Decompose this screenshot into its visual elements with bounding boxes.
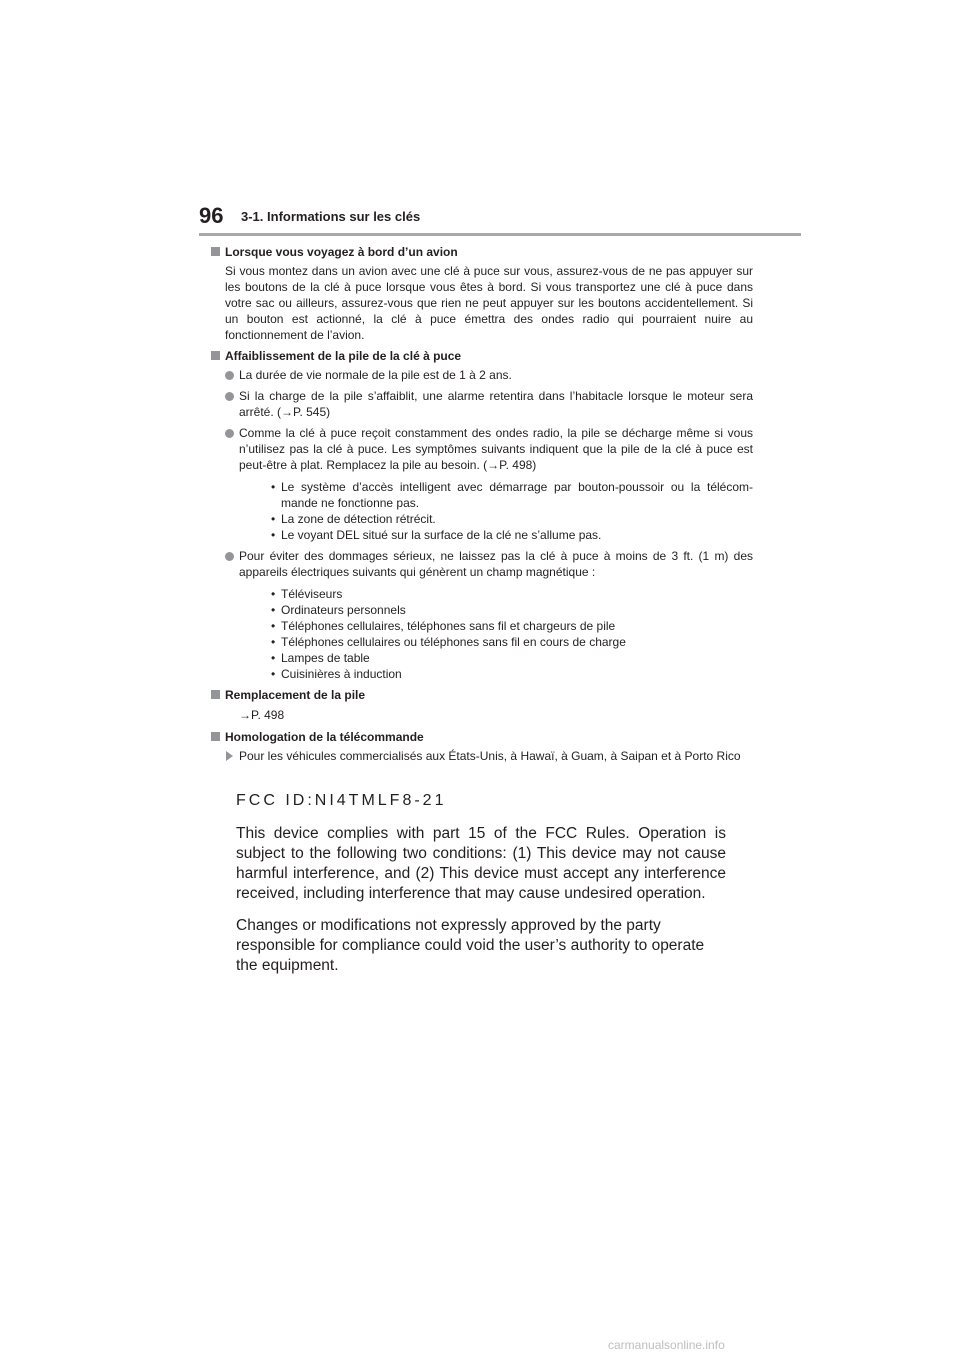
fcc-notice (236, 792, 726, 976)
footer-watermark: carmanualsonline.info (608, 1338, 725, 1352)
bullet-item (211, 425, 753, 543)
circle-bullet-icon (225, 429, 234, 438)
sub-list (239, 586, 753, 682)
sub-item (239, 511, 753, 527)
triangle-bullet-icon (226, 751, 233, 761)
heading-avion (211, 244, 753, 260)
bullet-item (211, 367, 753, 383)
sub-item-text: Le voyant DEL situé sur la surface de la clé ne s’allume pas. (281, 528, 602, 542)
page-content (211, 244, 753, 764)
fcc-paragraph-2: Changes or modifications not expressly approved by the party responsible for compliance could void the user’s authority to operate the equipment. (236, 917, 705, 974)
bullet-item (211, 548, 753, 682)
fcc-paragraph-1: This device complies with part 15 of the FCC Rules. Operation is subject to the following two conditions: (1) This device may not cause harmful interference, and (2) This device must accept any interference received, including interference that may cause undesired operation. (236, 825, 726, 902)
heading-text: Affaiblissement de la pile de la clé à puce (225, 349, 462, 363)
square-bullet-icon (211, 732, 220, 741)
bullet-item (211, 388, 753, 420)
sub-list (239, 479, 753, 543)
bullet-text: Comme la clé à puce reçoit constamment des ondes radio, la pile se décharge même si vous n’utilisez pas la clé à puce. Les symptômes suivants indiquent que la pile de la clé à puce est peut-être à plat. Remplacez la pile au besoin. (→P. 498) (239, 426, 753, 472)
dot-marker-icon: • (271, 635, 276, 649)
sub-item-text: Cuisinières à induction (281, 667, 402, 681)
dot-marker-icon: • (271, 512, 276, 526)
sub-item-text: Téléphones cellulaires ou téléphones sans fil en cours de charge (281, 635, 626, 649)
heading-text: Lorsque vous voyagez à bord d’un avion (225, 245, 458, 259)
section-title: 3-1. Informations sur les clés (241, 209, 421, 224)
sub-item (239, 650, 753, 666)
bullet-text: Pour éviter des dommages sérieux, ne laissez pas la clé à puce à moins de 3 ft. (1 m) des appareils électriques suivants qui génèrent un champ magnétique : (239, 549, 753, 579)
paragraph-avion: Si vous montez dans un avion avec une clé à puce sur vous, assurez-vous de ne pas appuyer sur les boutons de la clé à puce lorsque vous êtes à bord. Si vous transportez une clé à puce dans votre sac ou ailleurs, assurez-vous que rien ne peut appuyer sur les boutons accidentellement. Si un bouton est actionné, la clé à puce émettra des ondes radio qui pourraient nuire au fonctionnement de l’avion. (225, 264, 753, 342)
dot-marker-icon: • (271, 480, 276, 494)
heading-text: Homologation de la télécommande (225, 730, 424, 744)
sub-item-text: La zone de détection rétrécit. (281, 512, 436, 526)
sub-item (239, 479, 753, 511)
sub-item-text: Lampes de table (281, 651, 370, 665)
dot-marker-icon: • (271, 619, 276, 633)
dot-marker-icon: • (271, 603, 276, 617)
bullet-text: La durée de vie normale de la pile est de 1 à 2 ans. (239, 368, 512, 382)
arrow-item (211, 748, 753, 764)
circle-bullet-icon (225, 371, 234, 380)
fcc-id: FCC ID:NI4TMLF8-21 (236, 792, 447, 809)
header-rule (199, 233, 801, 236)
heading-homologation (211, 729, 753, 745)
heading-remplacement (211, 687, 753, 703)
square-bullet-icon (211, 690, 220, 699)
arrow-item-text: Pour les véhicules commercialisés aux États-Unis, à Hawaï, à Guam, à Saipan et à Porto Rico (239, 749, 741, 763)
page-reference: →P. 498 (239, 708, 285, 722)
square-bullet-icon (211, 247, 220, 256)
dot-marker-icon: • (271, 667, 276, 681)
page-header (199, 203, 801, 239)
sub-item (239, 618, 753, 634)
sub-item (239, 527, 753, 543)
heading-text: Remplacement de la pile (225, 688, 366, 702)
sub-item (239, 602, 753, 618)
circle-bullet-icon (225, 552, 234, 561)
dot-marker-icon: • (271, 587, 276, 601)
dot-marker-icon: • (271, 651, 276, 665)
sub-item (239, 586, 753, 602)
square-bullet-icon (211, 351, 220, 360)
sub-item-text: Ordinateurs personnels (281, 603, 406, 617)
sub-item (239, 634, 753, 650)
page-number: 96 (199, 203, 224, 228)
sub-item-text: Téléphones cellulaires, téléphones sans fil et chargeurs de pile (281, 619, 616, 633)
circle-bullet-icon (225, 392, 234, 401)
sub-item-text: Téléviseurs (281, 587, 343, 601)
bullet-text: Si la charge de la pile s’affaiblit, une alarme retentira dans l’habitacle lorsque le moteur sera arrêté. (→P. 545) (239, 389, 753, 419)
sub-item-text: Le système d’accès intelligent avec démarrage par bouton-poussoir ou la télécom-mande ne fonctionne pas. (281, 480, 753, 510)
sub-item (239, 666, 753, 682)
heading-pile (211, 348, 753, 364)
dot-marker-icon: • (271, 528, 276, 542)
